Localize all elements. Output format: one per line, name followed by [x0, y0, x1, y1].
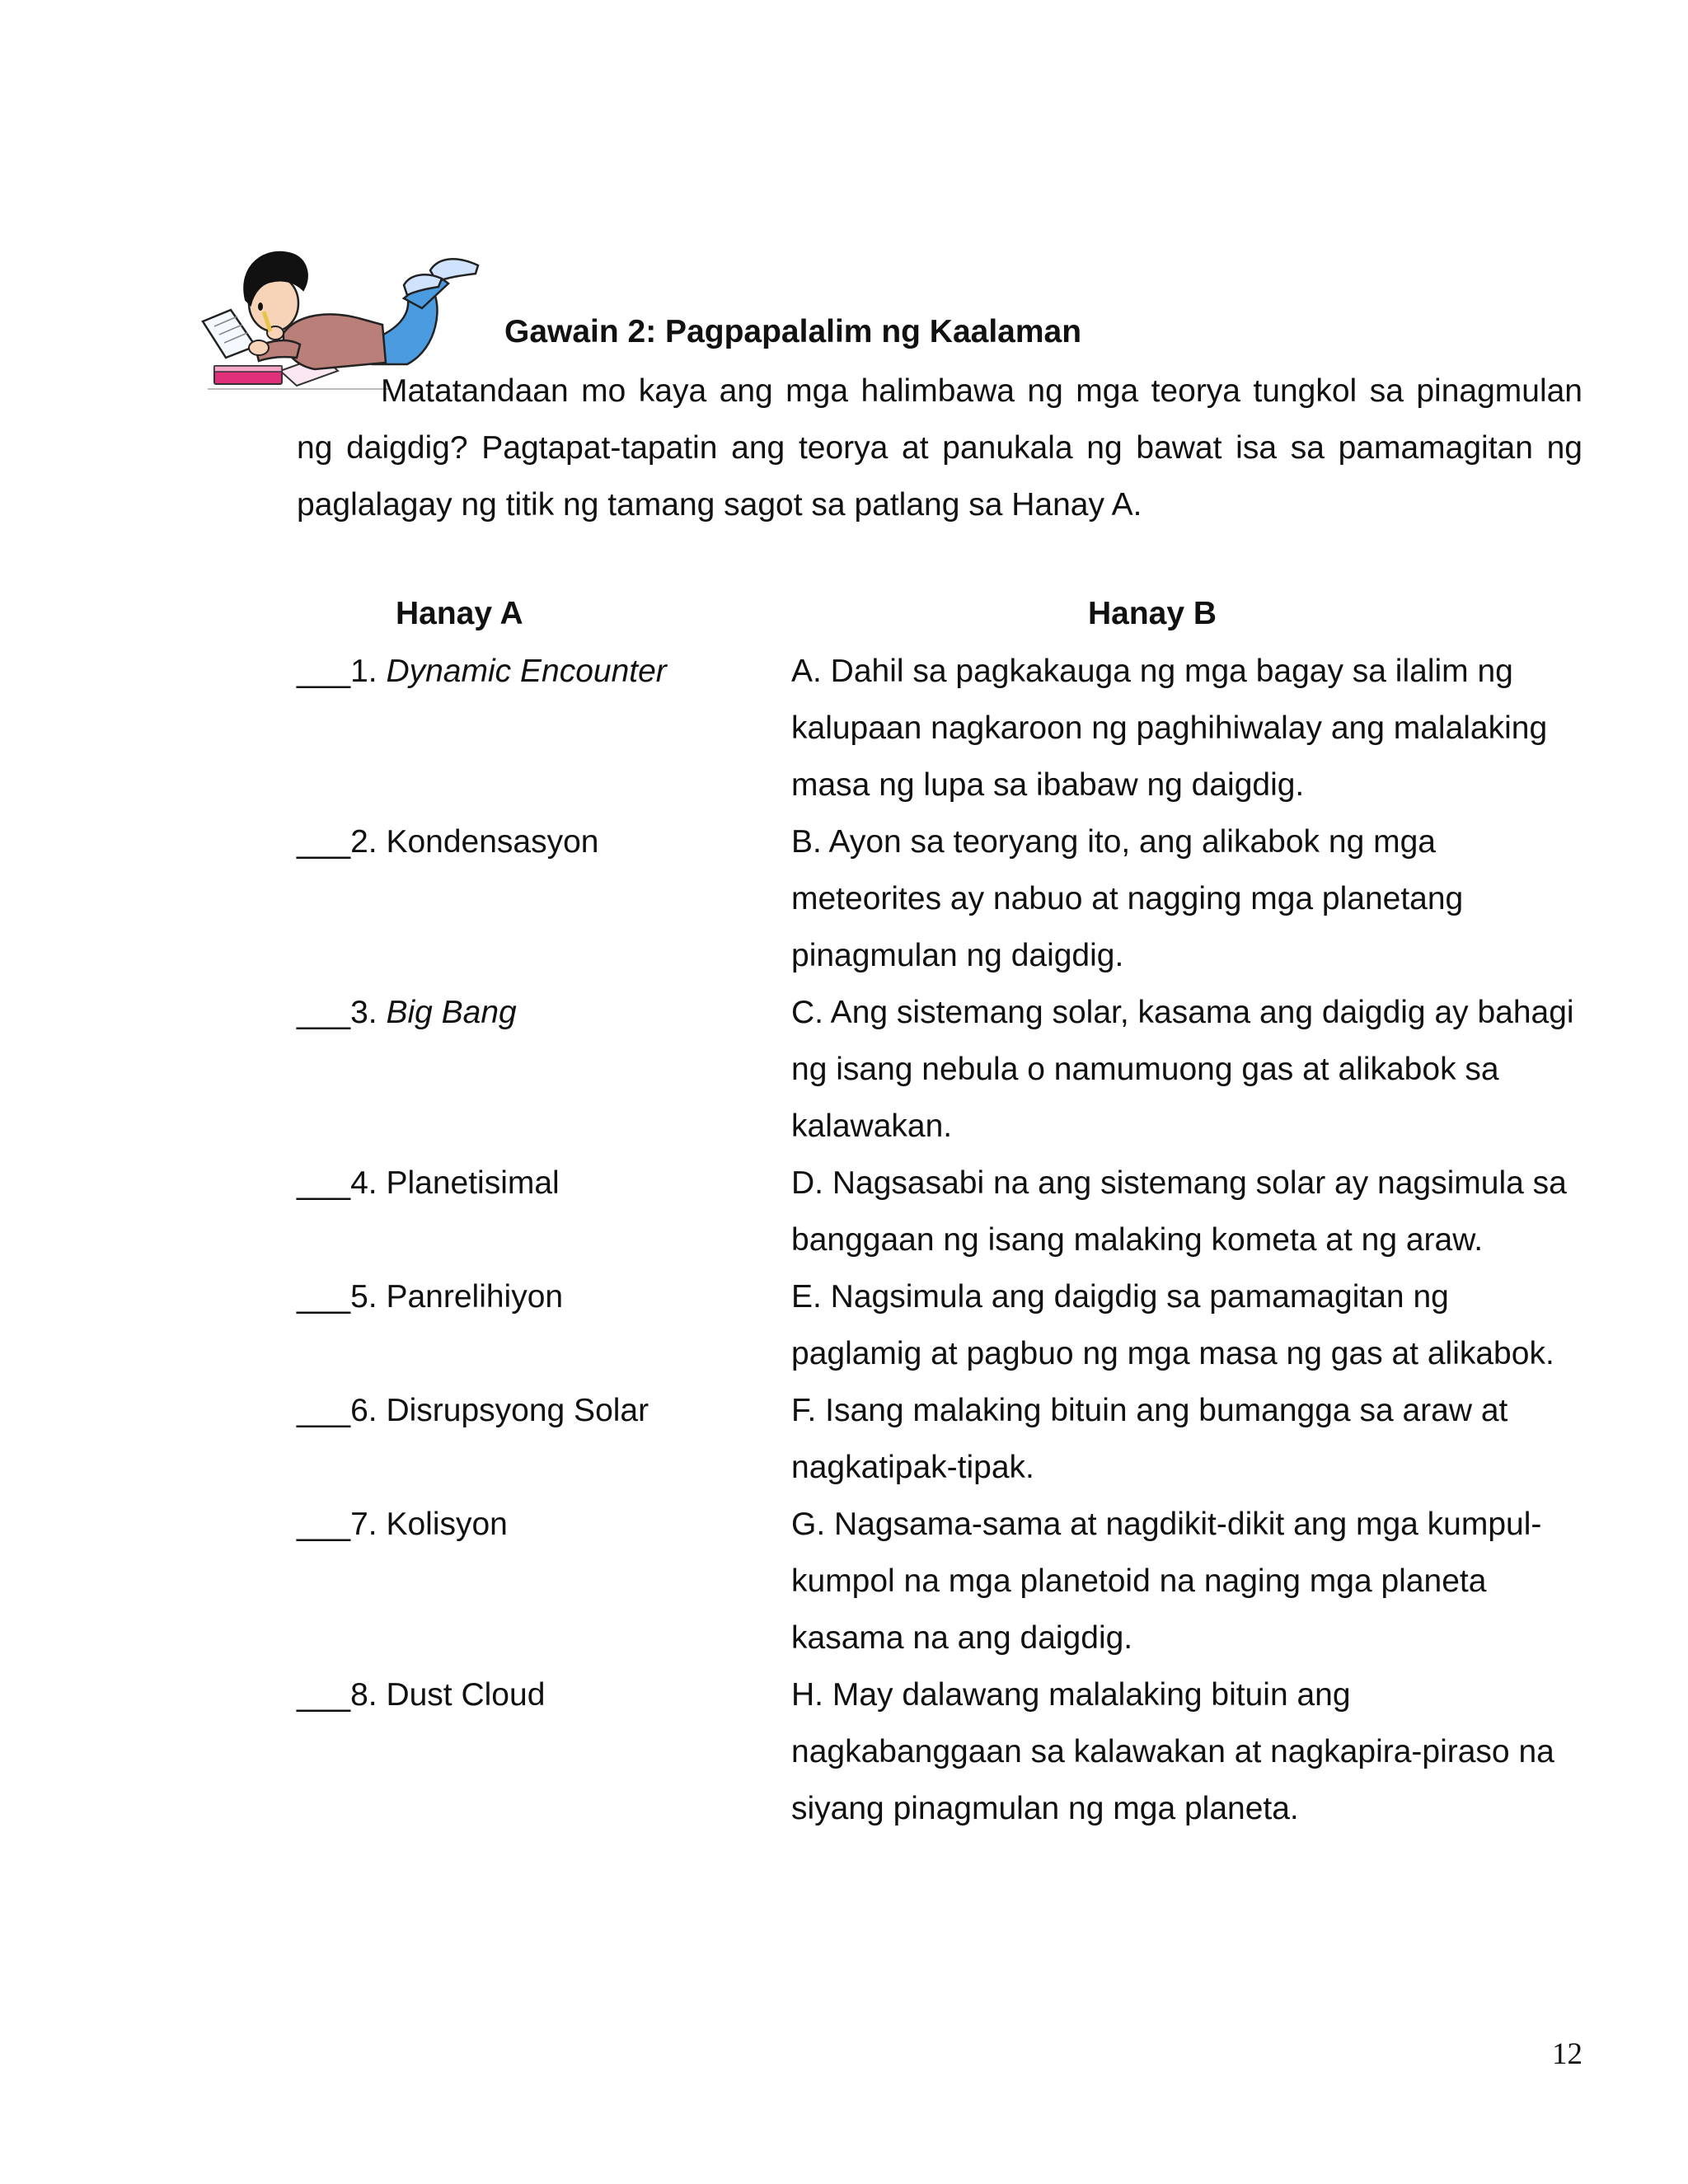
- theory-term: Disrupsyong Solar: [386, 1393, 649, 1428]
- theory-term: Planetisimal: [386, 1165, 560, 1201]
- hanay-a-item: [297, 984, 791, 1155]
- answer-blank[interactable]: ___: [297, 1279, 351, 1315]
- activity-instructions: Matatandaan mo kaya ang mga halimbawa ng mga teorya tungkol sa pinagmulan ng daigdig? Pagtapat-tapatin ang teorya at panukala ng bawat isa sa pamamagitan ng paglalagay ng titik ng tamang sagot sa patlang sa Hanay A.: [297, 373, 1582, 523]
- activity-title: Gawain 2: Pagpapalalim ng Kaalaman: [504, 314, 1082, 349]
- hanay-b-description: A. Dahil sa pagkakauga ng mga bagay sa ilalim ng kalupaan nagkaroon ng paghihiwalay ang malalaking masa ng lupa sa ibabaw ng daigdig.: [791, 654, 1548, 803]
- answer-blank[interactable]: ___: [297, 1393, 351, 1428]
- theory-term: Kolisyon: [386, 1507, 508, 1542]
- hanay-a-item: [297, 1155, 791, 1268]
- theory-term: Dust Cloud: [386, 1677, 546, 1713]
- answer-blank[interactable]: ___: [297, 1507, 351, 1542]
- matching-row: [297, 643, 1582, 813]
- hanay-b-description: B. Ayon sa teoryang ito, ang alikabok ng mga meteorites ay nabuo at nagging mga planetang pinagmulan ng daigdig.: [791, 824, 1464, 973]
- matching-row: [297, 1382, 1582, 1496]
- hanay-a-item: [297, 1496, 791, 1666]
- column-a-header: Hanay A: [396, 596, 523, 631]
- item-number: 8.: [350, 1677, 387, 1713]
- item-number: 4.: [350, 1165, 387, 1201]
- hanay-b-description: E. Nagsimula ang daigdig sa pamamagitan ng paglamig at pagbuo ng mga masa ng gas at alikabok.: [791, 1279, 1554, 1371]
- item-number: 2.: [350, 824, 387, 860]
- matching-row: [297, 1666, 1582, 1837]
- theory-term: Dynamic Encounter: [386, 654, 667, 689]
- theory-term: Big Bang: [386, 995, 517, 1030]
- hanay-a-item: [297, 643, 791, 813]
- matching-list: [297, 643, 1582, 1837]
- matching-row: [297, 1496, 1582, 1666]
- matching-row: [297, 1268, 1582, 1382]
- page-number: 12: [1552, 2037, 1582, 2071]
- item-number: 6.: [350, 1393, 387, 1428]
- item-number: 7.: [350, 1507, 387, 1542]
- hanay-a-item: [297, 1382, 791, 1496]
- hanay-b-description: D. Nagsasabi na ang sistemang solar ay nagsimula sa banggaan ng isang malaking kometa at ng araw.: [791, 1165, 1567, 1258]
- theory-term: Panrelihiyon: [386, 1279, 564, 1315]
- answer-blank[interactable]: ___: [297, 824, 351, 860]
- hanay-a-item: [297, 1666, 791, 1837]
- matching-row: [297, 984, 1582, 1155]
- item-number: 1.: [350, 654, 387, 689]
- answer-blank[interactable]: ___: [297, 995, 351, 1030]
- matching-row: [297, 1155, 1582, 1268]
- hanay-a-item: [297, 1268, 791, 1382]
- hanay-b-description: H. May dalawang malalaking bituin ang nagkabanggaan sa kalawakan at nagkapira-piraso na siyang pinagmulan ng mga planeta.: [791, 1677, 1554, 1826]
- column-b-header: Hanay B: [1088, 596, 1217, 631]
- hanay-b-description: F. Isang malaking bituin ang bumangga sa araw at nagkatipak-tipak.: [791, 1393, 1508, 1485]
- matching-row: [297, 813, 1582, 984]
- answer-blank[interactable]: ___: [297, 654, 351, 689]
- item-number: 3.: [350, 995, 387, 1030]
- hanay-b-description: C. Ang sistemang solar, kasama ang daigdig ay bahagi ng isang nebula o namumuong gas at alikabok sa kalawakan.: [791, 995, 1574, 1144]
- hanay-b-description: G. Nagsama-sama at nagdikit-dikit ang mga kumpul-kumpol na mga planetoid na naging mga planeta kasama na ang daigdig.: [791, 1507, 1542, 1656]
- hanay-a-item: [297, 813, 791, 984]
- answer-blank[interactable]: ___: [297, 1165, 351, 1201]
- theory-term: Kondensasyon: [386, 824, 599, 860]
- item-number: 5.: [350, 1279, 387, 1315]
- answer-blank[interactable]: ___: [297, 1677, 351, 1713]
